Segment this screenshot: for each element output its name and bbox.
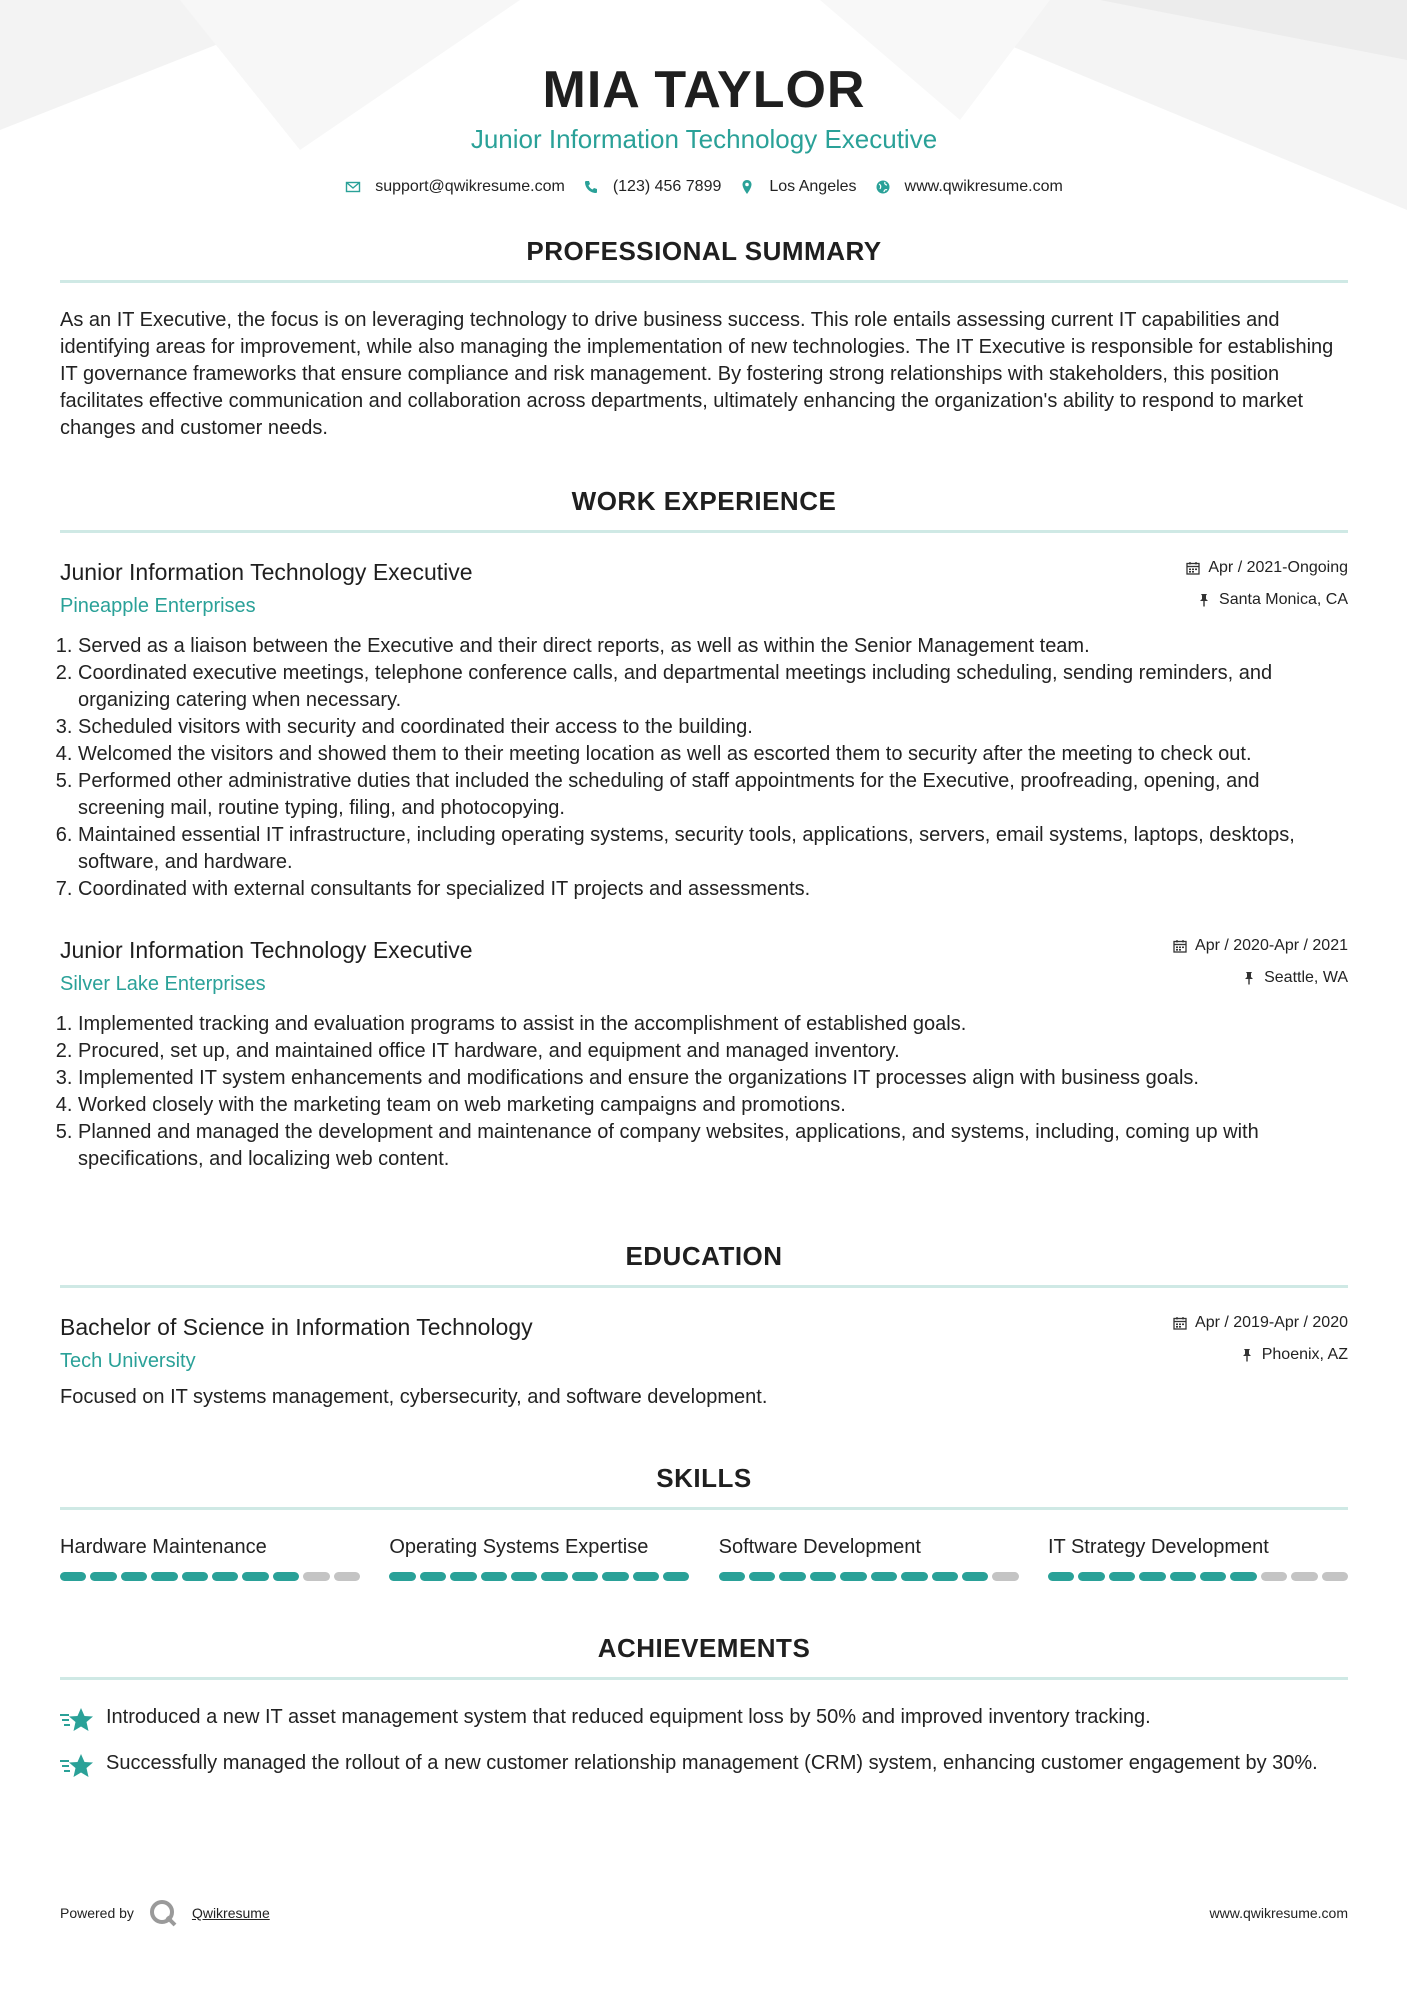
skill-dot-filled	[121, 1572, 147, 1581]
skill-dot-empty	[1291, 1572, 1317, 1581]
skill-item	[389, 1534, 689, 1581]
skill-dot-filled	[1139, 1572, 1165, 1581]
achievement-item	[60, 1750, 1348, 1780]
skill-dot-filled	[1230, 1572, 1256, 1581]
education-entry	[60, 1312, 1348, 1411]
skill-dot-filled	[1078, 1572, 1104, 1581]
skill-dot-filled	[1048, 1572, 1074, 1581]
skill-dot-filled	[273, 1572, 299, 1581]
skill-name: Software Development	[718, 1536, 921, 1558]
skill-dot-filled	[511, 1572, 537, 1581]
page-footer	[60, 1898, 1348, 1928]
skill-name: Hardware Maintenance	[60, 1536, 267, 1558]
skill-dot-filled	[182, 1572, 208, 1581]
duty-item: 5. Performed other administrative duties that included the scheduling of staff appointments for the Executive, proofreading, opening, and screening mail, routine typing, filing, and photocopying.	[78, 768, 1348, 822]
skill-dot-filled	[1170, 1572, 1196, 1581]
resume-page	[60, 0, 1348, 1780]
contact-bar	[60, 178, 1348, 196]
calendar-icon	[1173, 1316, 1187, 1330]
job-dates: Apr / 2020-Apr / 2021	[1195, 937, 1348, 954]
skill-dot-filled	[572, 1572, 598, 1581]
map-pin-icon	[739, 179, 755, 195]
skills-section	[60, 1461, 1348, 1581]
pushpin-icon	[1242, 971, 1256, 985]
skill-dot-filled	[481, 1572, 507, 1581]
job-location: Seattle, WA	[1264, 969, 1348, 986]
skill-level-bar	[719, 1572, 1019, 1581]
powered-by-label: Powered by	[60, 1905, 134, 1921]
skill-dot-filled	[871, 1572, 897, 1581]
contact-phone[interactable]	[583, 178, 722, 196]
job-title: Junior Information Technology Executive	[60, 937, 473, 963]
skill-dot-empty	[1322, 1572, 1348, 1581]
skill-dot-empty	[334, 1572, 360, 1581]
phone-text: (123) 456 7899	[612, 178, 722, 195]
skill-name: IT Strategy Development	[1047, 1536, 1269, 1558]
job-duties	[60, 633, 1348, 903]
skill-dot-filled	[541, 1572, 567, 1581]
qwikresume-logo-icon	[148, 1898, 178, 1928]
section-divider	[60, 1677, 1348, 1680]
skill-level-bar	[389, 1572, 689, 1581]
section-divider	[60, 1507, 1348, 1510]
skill-dot-filled	[719, 1572, 745, 1581]
company-name: Silver Lake Enterprises	[60, 973, 266, 995]
degree-title: Bachelor of Science in Information Technology	[60, 1314, 533, 1340]
skill-dot-filled	[60, 1572, 86, 1581]
duty-item: 4. Worked closely with the marketing team on web marketing campaigns and promotions.	[78, 1092, 1348, 1119]
experience-section	[60, 484, 1348, 1173]
duty-item: 4. Welcomed the visitors and showed them to their meeting location as well as escorted them to security after the meeting to check out.	[78, 741, 1348, 768]
section-title-experience: WORK EXPERIENCE	[571, 486, 837, 516]
skill-dot-filled	[242, 1572, 268, 1581]
skill-dot-filled	[633, 1572, 659, 1581]
education-dates: Apr / 2019-Apr / 2020	[1195, 1314, 1348, 1331]
duty-item: 1. Served as a liaison between the Executive and their direct reports, as well as within the Senior Management team.	[78, 633, 1348, 660]
duty-item: 3. Scheduled visitors with security and coordinated their access to the building.	[78, 714, 1348, 741]
summary-text: As an IT Executive, the focus is on leveraging technology to drive business success. This role entails assessing current IT capabilities and identifying areas for improvement, while also managing the implementation of new technologies. The IT Executive is responsible for establishing IT governance frameworks that ensure compliance and risk management. By fostering strong relationships with stakeholders, this position facilitates effective communication and collaboration across departments, ultimately enhancing the organization's ability to respond to market changes and customer needs.	[60, 309, 1334, 439]
calendar-icon	[1186, 561, 1200, 575]
achievement-text: Successfully managed the rollout of a new customer relationship management (CRM) system, enhancing customer engagement by 30%.	[106, 1752, 1318, 1774]
location-text: Los Angeles	[769, 178, 857, 195]
skill-dot-empty	[1261, 1572, 1287, 1581]
section-title-education: EDUCATION	[625, 1241, 783, 1271]
education-section	[60, 1239, 1348, 1411]
section-divider	[60, 530, 1348, 533]
skill-dot-filled	[663, 1572, 689, 1581]
section-title-achievements: ACHIEVEMENTS	[597, 1633, 811, 1663]
job-duties	[60, 1011, 1348, 1173]
skill-dot-filled	[749, 1572, 775, 1581]
contact-email[interactable]	[345, 178, 565, 196]
summary-section	[60, 234, 1348, 442]
section-title-skills: SKILLS	[656, 1463, 752, 1493]
job-title: Junior Information Technology Executive	[60, 559, 473, 585]
skill-item	[60, 1534, 360, 1581]
email-text: support@qwikresume.com	[375, 178, 565, 195]
skill-dot-filled	[151, 1572, 177, 1581]
powered-by	[60, 1898, 270, 1928]
section-divider	[60, 1285, 1348, 1288]
phone-icon	[583, 179, 599, 195]
envelope-icon	[345, 179, 361, 195]
star-badge-icon	[60, 1752, 94, 1780]
skill-name: Operating Systems Expertise	[389, 1536, 649, 1558]
skill-dot-filled	[212, 1572, 238, 1581]
skill-dot-filled	[1200, 1572, 1226, 1581]
qwikresume-link[interactable]: Qwikresume	[191, 1905, 270, 1921]
skill-dot-empty	[992, 1572, 1018, 1581]
duty-item: 6. Maintained essential IT infrastructure, including operating systems, security tools, applications, servers, email systems, laptops, desktops, software, and hardware.	[78, 822, 1348, 876]
skills-list	[60, 1534, 1348, 1581]
candidate-name: MIA TAYLOR	[542, 61, 866, 119]
skill-level-bar	[1048, 1572, 1348, 1581]
section-title-summary: PROFESSIONAL SUMMARY	[526, 236, 882, 266]
candidate-title: Junior Information Technology Executive	[470, 124, 938, 154]
duty-item: 5. Planned and managed the development and maintenance of company websites, applications, and systems, including, coming up with specifications, and localizing web content.	[78, 1119, 1348, 1173]
skill-item	[719, 1534, 1019, 1581]
skill-item	[1048, 1534, 1348, 1581]
skill-dot-filled	[932, 1572, 958, 1581]
school-name: Tech University	[60, 1350, 196, 1372]
achievement-text: Introduced a new IT asset management system that reduced equipment loss by 50% and improved inventory tracking.	[106, 1706, 1151, 1728]
skill-dot-filled	[420, 1572, 446, 1581]
pushpin-icon	[1240, 1348, 1254, 1362]
job-entry	[60, 557, 1348, 903]
section-divider	[60, 280, 1348, 283]
duty-item: 2. Coordinated executive meetings, telephone conference calls, and departmental meetings including scheduling, sending reminders, and organizing catering when necessary.	[78, 660, 1348, 714]
company-name: Pineapple Enterprises	[60, 595, 256, 617]
contact-location	[739, 178, 856, 196]
skill-dot-empty	[303, 1572, 329, 1581]
calendar-icon	[1173, 939, 1187, 953]
website-text: www.qwikresume.com	[904, 178, 1063, 195]
skill-dot-filled	[962, 1572, 988, 1581]
skill-dot-filled	[602, 1572, 628, 1581]
education-description: Focused on IT systems management, cybersecurity, and software development.	[60, 1386, 768, 1408]
skill-dot-filled	[389, 1572, 415, 1581]
skill-dot-filled	[450, 1572, 476, 1581]
skill-dot-filled	[810, 1572, 836, 1581]
footer-website[interactable]: www.qwikresume.com	[1209, 1905, 1348, 1921]
duty-item: 2. Procured, set up, and maintained office IT hardware, and equipment and managed inventory.	[78, 1038, 1348, 1065]
skill-dot-filled	[779, 1572, 805, 1581]
skill-dot-filled	[1109, 1572, 1135, 1581]
duty-item: 3. Implemented IT system enhancements and modifications and ensure the organizations IT processes align with business goals.	[78, 1065, 1348, 1092]
contact-website[interactable]	[875, 178, 1063, 196]
duty-item: 1. Implemented tracking and evaluation programs to assist in the accomplishment of established goals.	[78, 1011, 1348, 1038]
job-location: Santa Monica, CA	[1219, 591, 1348, 608]
skill-level-bar	[60, 1572, 360, 1581]
duty-item: 7. Coordinated with external consultants for specialized IT projects and assessments.	[78, 876, 1348, 903]
education-location: Phoenix, AZ	[1261, 1346, 1348, 1363]
skill-dot-filled	[901, 1572, 927, 1581]
achievement-item	[60, 1704, 1348, 1734]
job-dates: Apr / 2021-Ongoing	[1208, 559, 1348, 576]
pushpin-icon	[1197, 593, 1211, 607]
skill-dot-filled	[90, 1572, 116, 1581]
achievements-section	[60, 1631, 1348, 1780]
globe-icon	[875, 179, 891, 195]
resume-header	[60, 0, 1348, 196]
job-entry	[60, 935, 1348, 1173]
skill-dot-filled	[840, 1572, 866, 1581]
star-badge-icon	[60, 1706, 94, 1734]
